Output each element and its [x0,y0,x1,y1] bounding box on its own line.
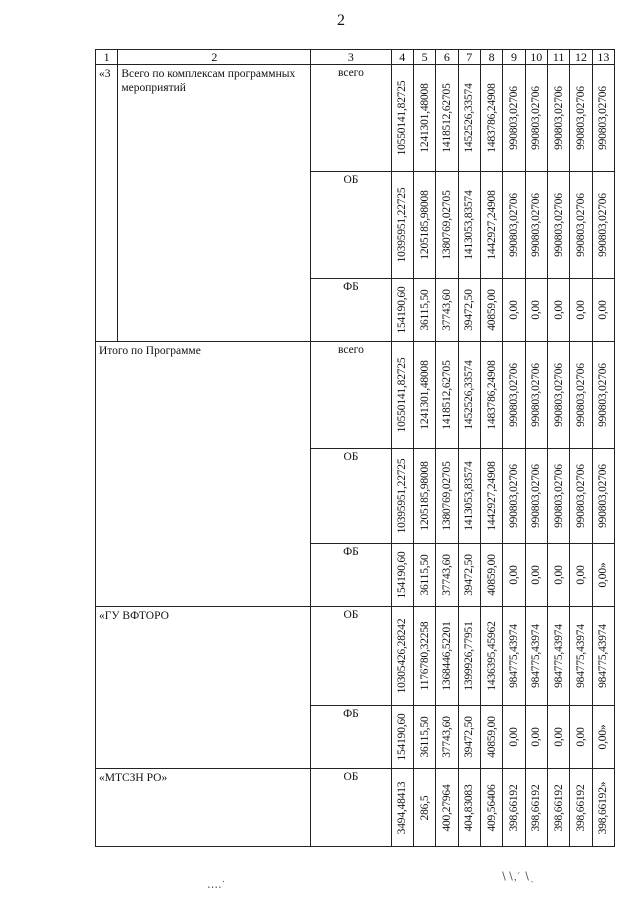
header-cell: 9 [503,50,525,65]
header-cell: 11 [547,50,569,65]
funding-source-cell: ФБ [311,706,391,769]
value-cell [436,544,458,607]
value-text: 409,56406 [485,783,498,832]
value-cell [547,65,569,172]
value-cell [458,449,480,544]
header-cell: 5 [413,50,435,65]
table-row [96,607,615,706]
value-cell [570,172,592,279]
value-cell [480,449,502,544]
value-cell [525,279,547,342]
value-cell [480,607,502,706]
value-text: 0,00 [507,300,520,320]
value-text: 398,66192 [574,783,587,832]
value-text: 0,00 [530,727,543,747]
value-cell [391,65,413,172]
value-text: 1399926,77951 [463,621,476,691]
value-cell [503,706,525,769]
value-text: 154190,60 [396,551,409,599]
value-cell [458,172,480,279]
value-text: 0,00 [574,300,587,320]
value-text: 0,00» [597,724,610,750]
value-text: 1483786,24908 [485,360,498,430]
value-text: 990803,02706 [574,193,587,257]
value-text: 0,00 [552,565,565,585]
value-cell [413,769,435,847]
header-cell: 3 [311,50,391,65]
value-cell [391,172,413,279]
value-cell [436,172,458,279]
value-cell [436,342,458,449]
value-text: 37743,60 [440,716,453,758]
table-row [96,342,615,449]
value-text: 1452526,33574 [463,83,476,153]
value-text: 1205185,98008 [418,190,431,260]
value-text: 1442927,24908 [485,461,498,531]
value-cell [570,706,592,769]
value-text: 984775,43974 [530,624,543,688]
value-text: 990803,02706 [574,86,587,150]
value-text: 10395951,22725 [396,458,409,534]
value-cell [458,65,480,172]
value-text: 984775,43974 [507,624,520,688]
value-text: 1380769,02705 [440,461,453,531]
value-cell [570,544,592,607]
value-cell [458,544,480,607]
value-text: 984775,43974 [574,624,587,688]
value-text: 1413053,83574 [463,190,476,260]
funding-source-cell: всего [311,342,391,449]
value-cell [413,449,435,544]
value-cell [503,607,525,706]
value-cell [592,172,614,279]
value-cell [391,544,413,607]
value-cell [391,342,413,449]
value-text: 10395951,22725 [396,187,409,263]
value-text: 1241301,48008 [418,360,431,430]
value-text: 36115,50 [418,554,431,596]
value-text: 990803,02706 [530,193,543,257]
value-text: 404,83083 [463,783,476,832]
value-text: 0,00 [507,565,520,585]
value-text: 0,00 [530,300,543,320]
value-text: 990803,02706 [552,86,565,150]
funding-source-cell: ОБ [311,172,391,279]
value-text: 984775,43974 [597,624,610,688]
value-cell [391,449,413,544]
value-text: 0,00 [507,727,520,747]
header-cell: 1 [96,50,118,65]
funding-source-cell: ОБ [311,607,391,706]
value-cell [458,769,480,847]
value-text: 40859,00 [485,716,498,758]
value-cell [413,279,435,342]
funding-source-cell: ФБ [311,544,391,607]
value-text: 37743,60 [440,554,453,596]
value-cell [525,172,547,279]
value-cell [547,706,569,769]
value-cell [436,607,458,706]
value-text: 1413053,83574 [463,461,476,531]
value-cell [436,706,458,769]
row-label-cell: «МТСЗН РО» [96,769,311,847]
value-text: 990803,02706 [574,363,587,427]
value-cell [436,769,458,847]
value-text: 1418512,62705 [440,83,453,153]
value-cell [480,706,502,769]
value-text: 1442927,24908 [485,190,498,260]
value-text: 990803,02706 [597,193,610,257]
value-text: 984775,43974 [552,624,565,688]
value-text: 1205185,98008 [418,461,431,531]
value-text: 39472,50 [463,289,476,331]
value-cell [413,172,435,279]
value-text: 154190,60 [396,286,409,334]
value-text: 1436395,45962 [485,621,498,691]
value-cell [436,65,458,172]
value-text: 0,00 [530,565,543,585]
value-cell [570,279,592,342]
value-text: 990803,02706 [552,193,565,257]
value-cell [391,607,413,706]
value-cell [413,607,435,706]
value-text: 39472,50 [463,716,476,758]
value-cell [503,279,525,342]
value-text: 0,00 [574,565,587,585]
header-row [96,50,615,65]
value-text: 990803,02706 [552,363,565,427]
value-cell [525,544,547,607]
row-label-cell: Итого по Программе [96,342,311,607]
value-cell [413,65,435,172]
header-cell: 13 [592,50,614,65]
value-cell [570,449,592,544]
value-cell [525,607,547,706]
value-text: 0,00 [552,727,565,747]
value-text: 1368446,52201 [440,621,453,691]
value-text: 990803,02706 [530,86,543,150]
value-cell [480,279,502,342]
value-text: 1241301,48008 [418,83,431,153]
value-text: 990803,02706 [530,464,543,528]
scan-mark: ∖∖,ˊ ∖ˎ [500,871,534,883]
table-row [96,65,615,172]
value-cell [391,279,413,342]
value-cell [547,544,569,607]
value-cell [436,449,458,544]
value-cell [592,769,614,847]
value-cell [503,544,525,607]
row-label-cell: «ГУ ВФТОРО [96,607,311,769]
value-cell [547,769,569,847]
value-text: 286,5 [418,795,431,820]
value-cell [480,544,502,607]
value-text: 398,66192 [507,783,520,832]
value-text: 0,00 [574,727,587,747]
value-text: 36115,50 [418,289,431,331]
value-cell [503,449,525,544]
value-text: 990803,02706 [530,363,543,427]
value-text: 10550141,82725 [396,357,409,433]
value-text: 0,00» [597,562,610,588]
value-cell [525,65,547,172]
value-cell [592,342,614,449]
value-text: 990803,02706 [597,464,610,528]
value-cell [592,706,614,769]
value-cell [547,172,569,279]
header-cell: 6 [436,50,458,65]
value-cell [547,449,569,544]
value-text: 990803,02706 [507,464,520,528]
value-cell [480,65,502,172]
value-text: 990803,02706 [552,464,565,528]
value-cell [503,172,525,279]
value-text: 154190,60 [396,713,409,761]
value-text: 1418512,62705 [440,360,453,430]
value-text: 3494,48413 [396,781,409,834]
value-cell [503,65,525,172]
value-text: 40859,00 [485,554,498,596]
value-cell [391,706,413,769]
header-cell: 2 [118,50,311,65]
table-row [96,769,615,847]
value-text: 990803,02706 [597,363,610,427]
funding-source-cell: ОБ [311,769,391,847]
value-cell [458,607,480,706]
header-cell: 12 [570,50,592,65]
value-text: 39472,50 [463,554,476,596]
value-cell [413,342,435,449]
header-cell: 7 [458,50,480,65]
value-cell [570,65,592,172]
value-text: 37743,60 [440,289,453,331]
value-text: 36115,50 [418,716,431,758]
header-cell: 4 [391,50,413,65]
value-text: 1380769,02705 [440,190,453,260]
value-cell [525,706,547,769]
funding-source-cell: ФБ [311,279,391,342]
value-cell [570,607,592,706]
value-cell [592,449,614,544]
value-text: 400,27964 [440,783,453,832]
value-cell [480,769,502,847]
row-number-cell: «3 [96,65,118,342]
value-cell [480,172,502,279]
value-text: 398,66192 [530,783,543,832]
value-text: 1483786,24908 [485,83,498,153]
value-text: 1176780,32258 [418,621,431,691]
value-text: 10550141,82725 [396,80,409,156]
value-text: 1452526,33574 [463,360,476,430]
value-cell [525,449,547,544]
value-cell [570,342,592,449]
value-cell [458,279,480,342]
value-cell [525,769,547,847]
value-text: 0,00 [552,300,565,320]
value-cell [503,769,525,847]
value-text: 990803,02706 [507,193,520,257]
value-cell [458,706,480,769]
value-cell [547,607,569,706]
funding-source-cell: ОБ [311,449,391,544]
header-cell: 8 [480,50,502,65]
value-cell [570,769,592,847]
value-text: 990803,02706 [597,86,610,150]
value-cell [413,544,435,607]
page-number: 2 [337,12,345,29]
value-cell [458,342,480,449]
row-label-cell: Всего по комплексам программных мероприятий [118,65,311,342]
value-cell [547,342,569,449]
value-cell [592,544,614,607]
value-cell [480,342,502,449]
value-cell [525,342,547,449]
scan-mark: ‥‥˙ [207,879,226,891]
value-text: 990803,02706 [507,86,520,150]
funding-source-cell: всего [311,65,391,172]
value-text: 990803,02706 [507,363,520,427]
header-cell: 10 [525,50,547,65]
value-text: 0,00 [597,300,610,320]
value-text: 398,66192» [597,781,610,834]
program-funding-table [95,49,615,847]
value-text: 40859,00 [485,289,498,331]
value-cell [503,342,525,449]
value-text: 990803,02706 [574,464,587,528]
value-cell [592,607,614,706]
value-cell [413,706,435,769]
value-cell [436,279,458,342]
value-text: 10305426,28242 [396,618,409,694]
value-cell [547,279,569,342]
value-cell [592,65,614,172]
value-text: 398,66192 [552,783,565,832]
value-cell [592,279,614,342]
value-cell [391,769,413,847]
